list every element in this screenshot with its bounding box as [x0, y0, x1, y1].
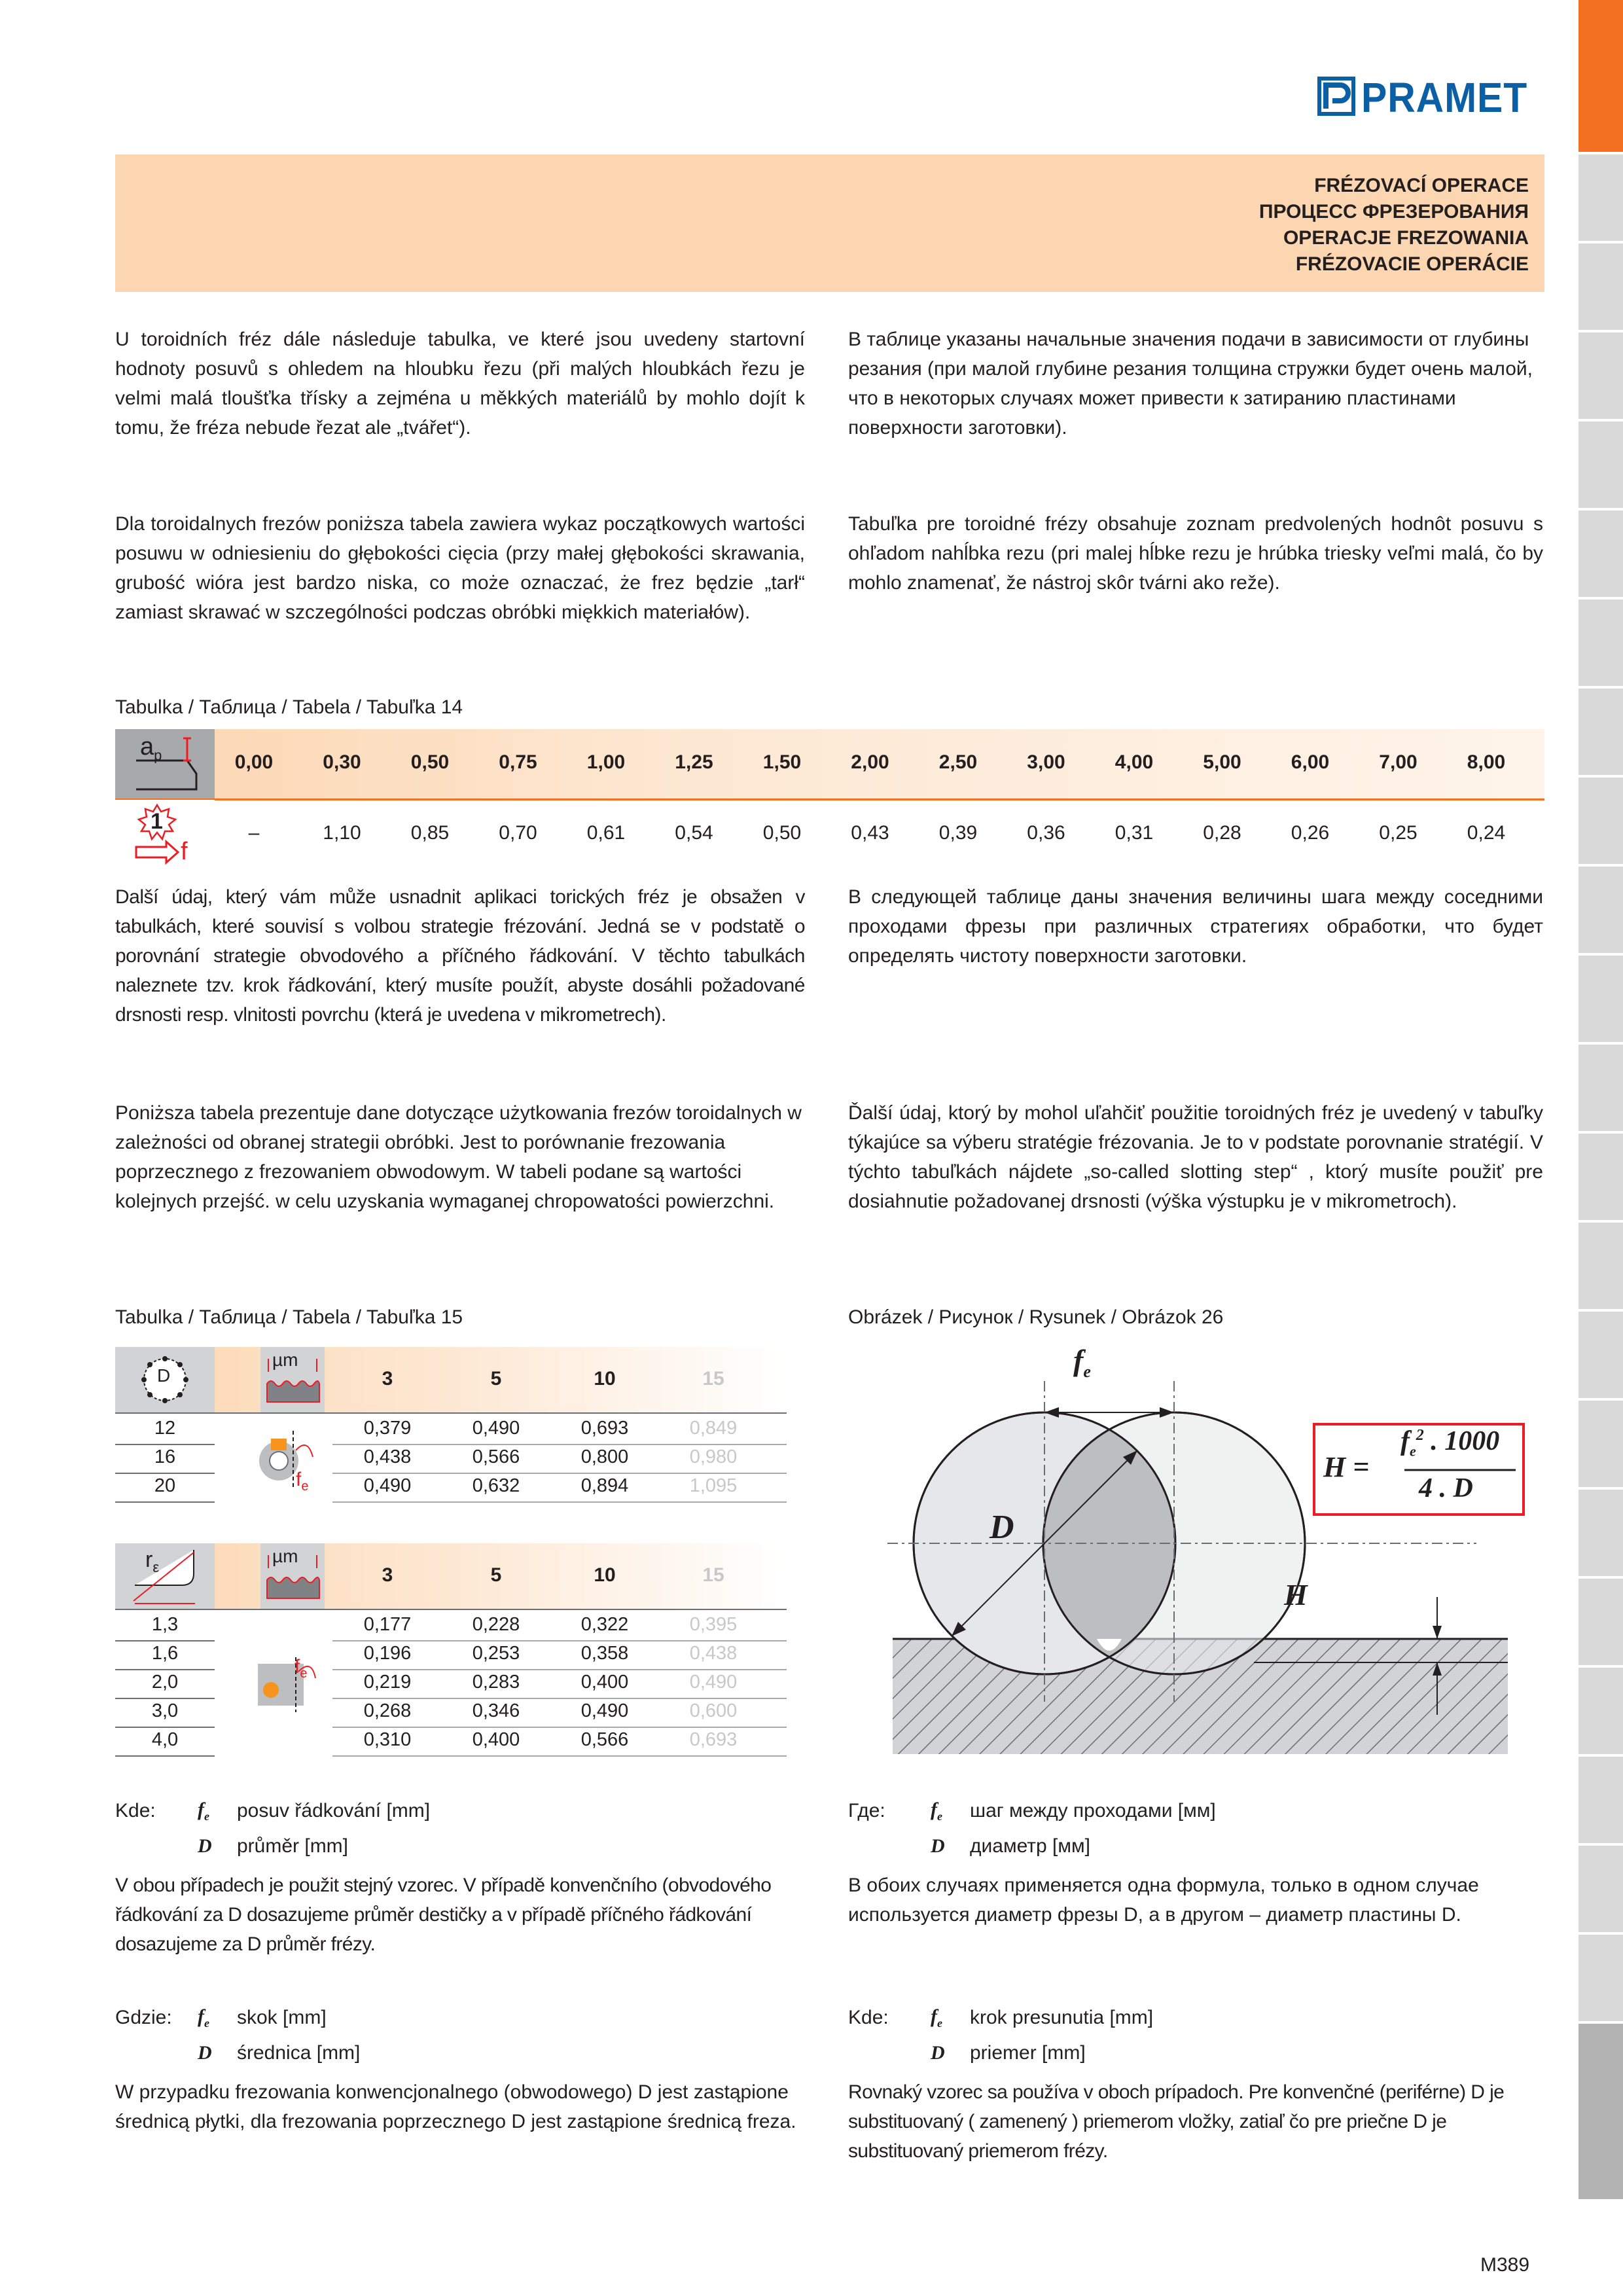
toroidal-cutter-sketch-upper — [255, 1424, 327, 1496]
table15-lower-cell: 0,490 — [580, 1700, 629, 1721]
table15-caption: Tabulka / Таблица / Tabela / Tabuľka 15 — [115, 1306, 463, 1328]
table14-ap-value: 5,00 — [1203, 751, 1241, 773]
table14-f-value: 0,39 — [938, 822, 978, 844]
table15-upper-cell: 0,980 — [689, 1446, 738, 1467]
index-tab-active — [1578, 0, 1623, 152]
formula-numerator: $f_e^2$ . 1000 — [1400, 1426, 1500, 1460]
legend-pl-where: Gdzie: — [115, 2007, 172, 2028]
legend-cz-d-symbol: D — [198, 1835, 212, 1857]
intro-paragraph-sk: Tabuľka pre toroidné frézy obsahuje zoznam predvolených hodnôt posuvu s ohľadom nahĺbka rezu (pri malej hĺbke rezu je hrúbka triesky veľmi malá, čo by mohlo znamenať, že nástroj skôr tvárni ako reže). — [848, 513, 1543, 594]
table15-lower-cell: 0,438 — [689, 1643, 738, 1664]
legend-sk-d-symbol: D — [931, 2042, 945, 2064]
table14-ap-value: 0,75 — [499, 751, 537, 773]
section-title-ru: ПРОЦЕСС ФРЕЗЕРОВАНИЯ — [1258, 201, 1529, 223]
fe-label-lower: $f_e$ — [294, 1656, 308, 1681]
table15-lower-cell: 0,490 — [689, 1672, 738, 1693]
legend-ru-text: В обоих случаях применяется одна формула, только в одном случае используется диаметр фрезы D, а в другом – диаметр пластины D. — [848, 1874, 1479, 1926]
table15-upper-cell: 0,379 — [363, 1418, 412, 1439]
table15-lower-cell: 0,400 — [472, 1729, 520, 1750]
table15-lower-row-key: 4,0 — [151, 1729, 179, 1750]
unit-label-upper: µm — [272, 1350, 298, 1370]
fe-dimension-label: $f_e$ — [1073, 1344, 1091, 1382]
f-number: 1 — [151, 809, 163, 834]
table14-ap-value: 1,50 — [762, 751, 802, 773]
table15-lower-cell: 0,228 — [472, 1614, 520, 1635]
diameter-label: D — [157, 1365, 171, 1386]
legend-sk-fe-desc: krok presunutia [mm] — [970, 2007, 1154, 2028]
legend-ru-d-symbol: D — [931, 1835, 945, 1857]
table15-upper-cell: 0,438 — [363, 1446, 412, 1467]
middle-paragraph-cz: Další údaj, který vám může usnadnit aplikaci torických fréz je obsažen v tabulkách, které souvisí s volbou strategie frézování. Jedná se v podstatě o porovnání strategie obvodového a příčného řádkování. V těchto tabulkách naleznete tzv. krok řádkování, který musíte použít, abyste dosáhli požadované drsnosti resp. vlnitosti povrchu (která je uvedena v mikrometrech). — [115, 886, 805, 1026]
table14-f-value: 0,50 — [762, 822, 802, 844]
table15-upper-header-3: 3 — [382, 1368, 393, 1390]
section-title-cz: FRÉZOVACÍ OPERACE — [1314, 175, 1529, 196]
legend-ru-fe-symbol: $f_e$ — [931, 1799, 942, 1823]
legend-cz-fe-desc: posuv řádkování [mm] — [237, 1800, 431, 1821]
table14-f-value: 0,54 — [675, 822, 713, 844]
table14-ap-value: 2,50 — [938, 751, 978, 773]
table14-ap-value: 1,25 — [675, 751, 713, 773]
table15-lower-cell: 0,177 — [363, 1614, 412, 1635]
table15-upper-row-key: 20 — [154, 1475, 176, 1496]
table15-upper-cell: 0,632 — [472, 1475, 520, 1496]
legend-sk — [848, 2007, 1543, 2170]
table15-lower-row-key: 1,6 — [151, 1643, 179, 1664]
table15-upper-cell: 1,095 — [689, 1475, 738, 1496]
legend-cz-d-desc: průměr [mm] — [237, 1835, 349, 1857]
table15-upper-cell: 0,490 — [363, 1475, 412, 1496]
table14-ap-value: 6,00 — [1291, 751, 1330, 773]
table14-f-value: 0,61 — [586, 822, 626, 844]
table14-f-value: 0,28 — [1203, 822, 1241, 844]
table15-lower-cell: 0,346 — [472, 1700, 520, 1721]
legend-ru-fe-desc: шаг между проходами [мм] — [970, 1800, 1216, 1821]
legend-ru-d-desc: диаметр [мм] — [970, 1835, 1090, 1857]
table14-caption: Tabulka / Таблица / Tabela / Tabuľka 14 — [115, 696, 463, 718]
corner-radius-icon — [131, 1546, 199, 1606]
middle-paragraph-ru: В следующей таблице даны значения величины шага между соседними проходами фрезы при различных стратегиях обработки, что будет определять чистоту поверхности заготовки. — [848, 886, 1543, 967]
legend-sk-fe-symbol: $f_e$ — [931, 2005, 942, 2030]
section-titles — [1259, 173, 1529, 278]
table14-f-value: 0,25 — [1379, 822, 1418, 844]
unit-label-lower: µm — [272, 1546, 298, 1566]
table15-lower-cell: 0,310 — [363, 1729, 412, 1750]
table15-upper-header-5: 5 — [490, 1368, 502, 1390]
table14-f-value: 0,36 — [1027, 822, 1065, 844]
intro-paragraph-pl: Dla toroidalnych frezów poniższa tabela zawiera wykaz początkowych wartości posuwu w odniesieniu do głębokości cięcia (przy małej głębokości skrawania, grubość wióra jest bardzo niska, co może oznaczać, że frez będzie „tarł“ zamiast skrawać w szczególności podczas obróbki miękkich materiałów). — [115, 513, 805, 623]
table15-lower-cell: 0,566 — [580, 1729, 629, 1750]
ap-label: $a_p$ — [140, 733, 162, 764]
intro-paragraph-cz: U toroidních fréz dále následuje tabulka, ve které jsou uvedeny startovní hodnoty posuvů s ohledem na hloubku řezu (při malých hloubkách řezu je velmi malá tloušťka třísky a zejména u měkkých materiálů by mohlo dojít k tomu, že fréza nebude řezat ale „tvářet“). — [115, 329, 805, 439]
formula-lhs: H = — [1323, 1451, 1370, 1483]
toroidal-cutter-sketch-lower — [255, 1652, 327, 1717]
table15-lower-cell: 0,358 — [580, 1643, 629, 1664]
table15-lower-row-key: 1,3 — [151, 1614, 179, 1635]
fe-label-upper: $f_e$ — [296, 1469, 309, 1494]
table15-lower-cell: 0,400 — [580, 1672, 629, 1693]
table15-lower-cell: 0,693 — [689, 1729, 738, 1750]
pramet-logo — [1317, 73, 1546, 119]
table15-lower-header-10: 10 — [594, 1564, 616, 1586]
table14-f-value: – — [248, 822, 260, 844]
d-dimension-label: D — [990, 1509, 1014, 1546]
table15-upper-cell: 0,490 — [472, 1418, 520, 1439]
table15-upper-header-15: 15 — [702, 1368, 724, 1390]
table15-upper-row-key: 12 — [154, 1418, 176, 1439]
legend-pl-fe-desc: skok [mm] — [237, 2007, 327, 2028]
table15-lower-cell: 0,283 — [472, 1672, 520, 1693]
table15-lower-cell: 0,600 — [689, 1700, 738, 1721]
feed-per-tooth-icon — [131, 804, 209, 867]
f-label: f — [181, 838, 188, 865]
table14-ap-value: 4,00 — [1115, 751, 1154, 773]
table14-ap-value: 0,30 — [323, 751, 361, 773]
table14-ap-value: 2,00 — [851, 751, 889, 773]
corner-radius-label: $r_\varepsilon$ — [145, 1547, 160, 1575]
table15-lower-cell: 0,196 — [363, 1643, 412, 1664]
h-dimension-label: H — [1284, 1578, 1308, 1611]
legend-cz — [115, 1800, 805, 1964]
table15-lower-cell: 0,268 — [363, 1700, 412, 1721]
table14-ap-value: 0,00 — [234, 751, 274, 773]
middle-paragraph-sk: Ďalší údaj, ktorý by mohol uľahčiť použitie toroidných fréz je uvedený v tabuľky týkajúce sa výberu stratégie frézovania. Je to v podstate porovnanie stratégií. V týchto tabuľkách nájdete „so-called slotting step“ , ktorý musíte použiť pre dosiahnutie požadovanej drsnosti (výška výstupku je v mikrometroch). — [848, 1102, 1543, 1212]
table14-f-value: 0,43 — [851, 822, 889, 844]
table14-ap-value: 3,00 — [1027, 751, 1065, 773]
table15-upper-cell: 0,800 — [580, 1446, 629, 1467]
table15-upper-cell: 0,693 — [580, 1418, 629, 1439]
table14-ap-value: 8,00 — [1467, 751, 1506, 773]
table14-f-value: 0,24 — [1467, 822, 1506, 844]
legend-sk-where: Kde: — [848, 2007, 889, 2028]
legend-pl-d-symbol: D — [198, 2042, 212, 2064]
legend-sk-text: Rovnaký vzorec sa používa v oboch prípadoch. Pre konvenčné (periférne) D je substituovaný ( zamenený ) priemerom vložky, zatiaľ čo pre priečne D je substituovaný priemerom frézy. — [848, 2081, 1505, 2162]
table15-lower-cell: 0,253 — [472, 1643, 520, 1664]
table14-f-value: 0,85 — [410, 822, 450, 844]
table15-lower-row-key: 3,0 — [151, 1700, 179, 1721]
table15-upper-cell: 0,566 — [472, 1446, 520, 1467]
table14-ap-value: 1,00 — [586, 751, 626, 773]
section-title-sk: FRÉZOVACIE OPERÁCIE — [1295, 253, 1529, 275]
section-header-band — [115, 154, 1544, 292]
table15-lower-cell: 0,219 — [363, 1672, 412, 1693]
formula-denominator: 4 . D — [1419, 1473, 1473, 1503]
pramet-logo-icon — [1317, 76, 1356, 117]
table14-f-value: 0,31 — [1115, 822, 1154, 844]
pramet-logo-text: PRAMET — [1361, 74, 1528, 121]
table15-lower-header-15: 15 — [702, 1564, 724, 1586]
stepover-diagram — [848, 1335, 1544, 1754]
middle-paragraph-pl: Poniższa tabela prezentuje dane dotyczące użytkowania frezów toroidalnych w zależności od obranej strategii obróbki. Jest to porównanie frezowania poprzecznego z frezowaniem obwodowym. W tabeli podane są wartości kolejnych przejść. w celu uzyskania wymaganej chropowatości powierzchni. — [115, 1102, 802, 1212]
table15-lower-cell: 0,395 — [689, 1614, 738, 1635]
legend-ru — [848, 1800, 1543, 1964]
table15-lower-header-3: 3 — [382, 1564, 393, 1586]
table14-f-value: 1,10 — [323, 822, 361, 844]
table14-ap-value: 0,50 — [410, 751, 450, 773]
table15-upper-cell: 0,894 — [580, 1475, 629, 1496]
table14-f-value: 0,26 — [1291, 822, 1330, 844]
intro-paragraph-ru: В таблице указаны начальные значения подачи в зависимости от глубины резания (при малой глубине резания толщина стружки будет очень малой, что в некоторых случаях может привести к затиранию пластинами поверхности заготовки). — [848, 329, 1533, 439]
legend-pl-fe-symbol: $f_e$ — [198, 2005, 209, 2030]
section-title-pl: OPERACJE FREZOWANIA — [1283, 227, 1529, 249]
table15-lower-row-key: 2,0 — [151, 1672, 179, 1693]
table15-upper-cell: 0,849 — [689, 1418, 738, 1439]
legend-pl — [115, 2007, 805, 2170]
legend-pl-text: W przypadku frezowania konwencjonalnego (obwodowego) D jest zastąpione średnicą płytki, dla frezowania poprzecznego D jest zastąpione średnicą freza. — [115, 2081, 796, 2132]
page-number: M389 — [1480, 2254, 1530, 2276]
figure26-caption: Obrázek / Рисунок / Rysunek / Obrázok 26 — [848, 1306, 1224, 1328]
legend-pl-d-desc: średnica [mm] — [237, 2042, 361, 2064]
legend-cz-fe-symbol: $f_e$ — [198, 1799, 209, 1823]
table15-lower-header-5: 5 — [490, 1564, 502, 1586]
table14-ap-value: 7,00 — [1379, 751, 1418, 773]
table14-f-value: 0,70 — [499, 822, 537, 844]
legend-sk-d-desc: priemer [mm] — [970, 2042, 1086, 2064]
legend-cz-text: V obou případech je použit stejný vzorec. V případě konvenčního (obvodového řádkování za D dosazujeme průměr destičky a v případě příčného řádkování dosazujeme za D průměr frézy. — [115, 1874, 772, 1955]
table15-upper-row-key: 16 — [154, 1446, 176, 1467]
legend-cz-where: Kde: — [115, 1800, 156, 1821]
table15-lower-cell: 0,322 — [580, 1614, 629, 1635]
table15-upper-header-10: 10 — [594, 1368, 616, 1390]
legend-ru-where: Где: — [848, 1800, 885, 1821]
